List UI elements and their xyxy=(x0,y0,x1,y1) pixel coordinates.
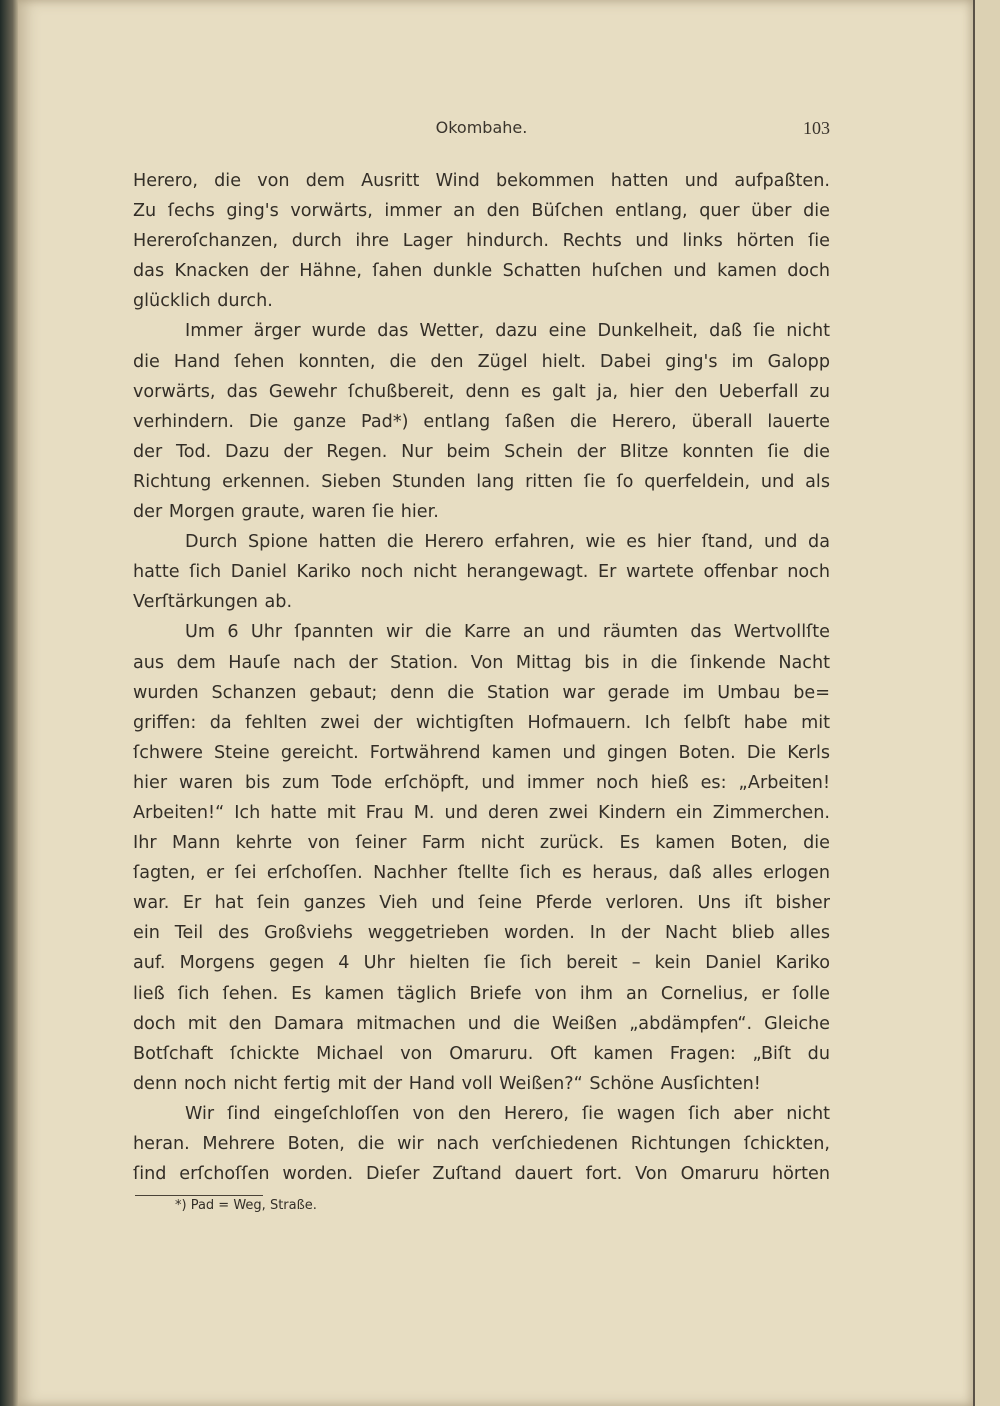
text-line: ein Teil des Großviehs weggetrieben worden. In der Nacht blieb alles xyxy=(133,923,830,944)
text-line: Verſtärkungen ab. xyxy=(133,592,293,613)
text-line: denn noch nicht fertig mit der Hand voll Weißen?“ Schöne Ausſichten! xyxy=(133,1073,761,1094)
text-line: hatte ſich Daniel Kariko noch nicht herangewagt. Er wartete offenbar noch xyxy=(133,562,830,583)
text-line: die Hand ſehen konnten, die den Zügel hielt. Dabei ging's im Galopp xyxy=(133,351,830,372)
text-line: Um 6 Uhr ſpannten wir die Karre an und räumten das Wertvollſte xyxy=(185,622,830,643)
text-line: Hereroſchanzen, durch ihre Lager hindurch. Rechts und links hörten ſie xyxy=(133,231,830,252)
text-line: Immer ärger wurde das Wetter, dazu eine Dunkelheit, daß ſie nicht xyxy=(185,321,830,342)
text-line: der Morgen graute, waren ſie hier. xyxy=(133,502,439,523)
text-line: hier waren bis zum Tode erſchöpft, und immer noch hieß es: „Arbeiten! xyxy=(133,772,830,793)
text-line: verhindern. Die ganze Pad*) entlang ſaßen die Herero, überall lauerte xyxy=(133,411,830,432)
text-line: heran. Mehrere Boten, die wir nach verſchiedenen Richtungen ſchickten, xyxy=(133,1134,830,1154)
body-text xyxy=(133,166,830,1189)
footnote-rule xyxy=(135,1195,263,1196)
text-line: ſchwere Steine gereicht. Fortwährend kamen und gingen Boten. Die Kerls xyxy=(133,742,830,763)
text-line: Herero, die von dem Ausritt Wind bekommen hatten und aufpaßten. xyxy=(133,171,830,191)
text-line: Richtung erkennen. Sieben Stunden lang ritten ſie ſo querfeldein, und als xyxy=(133,471,830,492)
text-line: Botſchaft ſchickte Michael von Omaruru. Oft kamen Fragen: „Biſt du xyxy=(133,1043,830,1064)
text-line: vorwärts, das Gewehr ſchußbereit, denn es galt ja, hier den Ueberfall zu xyxy=(133,381,830,402)
page-edge xyxy=(973,0,1000,1406)
page-header xyxy=(133,118,830,142)
text-line: das Knacken der Hähne, ſahen dunkle Schatten huſchen und kamen doch xyxy=(133,261,830,282)
text-line: doch mit den Damara mitmachen und die Weißen „abdämpfen“. Gleiche xyxy=(133,1013,830,1034)
text-line: griffen: da fehlten zwei der wichtigſten Hofmauern. Ich ſelbſt habe mit xyxy=(133,712,830,733)
text-line: auf. Morgens gegen 4 Uhr hielten ſie ſich bereit – kein Daniel Kariko xyxy=(133,953,830,974)
text-line: der Tod. Dazu der Regen. Nur beim Schein der Blitze konnten ſie die xyxy=(133,441,830,462)
text-line: Durch Spione hatten die Herero erfahren, wie es hier ſtand, und da xyxy=(185,532,830,553)
text-line: glücklich durch. xyxy=(133,291,273,312)
text-line: ſagten, er ſei erſchoſſen. Nachher ſtellte ſich es heraus, daß alles erlogen xyxy=(133,863,830,884)
running-title: Okombahe. xyxy=(435,118,528,137)
text-line: Arbeiten!“ Ich hatte mit Frau M. und deren zwei Kindern ein Zimmerchen. xyxy=(133,802,830,823)
book-spine-edge xyxy=(0,0,18,1406)
text-line: ſind erſchoſſen worden. Dieſer Zuſtand dauert fort. Von Omaruru hörten xyxy=(133,1164,830,1185)
page-number: 103 xyxy=(803,118,830,138)
text-line: ließ ſich ſehen. Es kamen täglich Briefe von ihm an Cornelius, er ſolle xyxy=(133,983,830,1004)
text-line: wurden Schanzen gebaut; denn die Station war gerade im Umbau be= xyxy=(133,682,830,703)
footnote: *) Pad = Weg, Straße. xyxy=(175,1198,317,1213)
text-line: Wir ſind eingeſchloſſen von den Herero, ſie wagen ſich aber nicht xyxy=(185,1103,830,1124)
text-line: Zu ſechs ging's vorwärts, immer an den Büſchen entlang, quer über die xyxy=(133,201,830,222)
text-line: aus dem Hauſe nach der Station. Von Mittag bis in die ſinkende Nacht xyxy=(133,652,830,673)
text-line: war. Er hat ſein ganzes Vieh und ſeine Pferde verloren. Uns iſt bisher xyxy=(133,893,830,914)
text-line: Ihr Mann kehrte von ſeiner Farm nicht zurück. Es kamen Boten, die xyxy=(133,833,830,854)
